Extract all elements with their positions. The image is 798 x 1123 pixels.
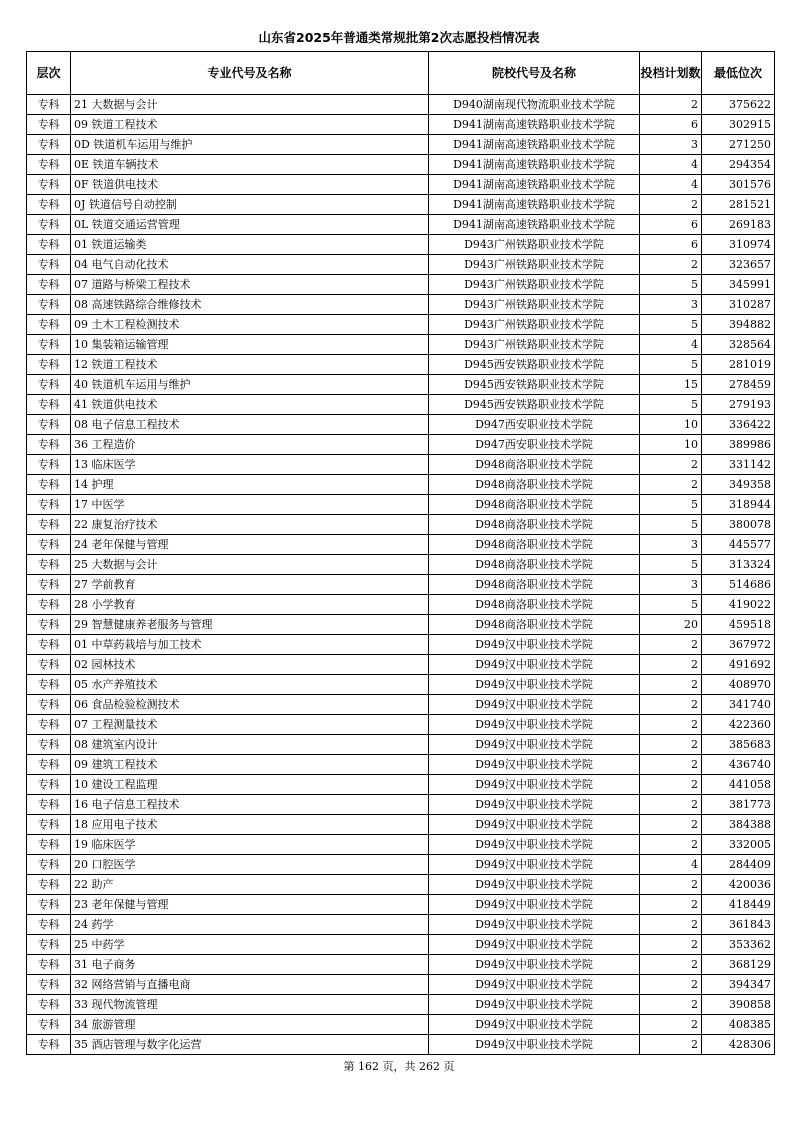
cell-rank: 353362 — [702, 935, 775, 955]
cell-school: D949汉中职业技术学院 — [429, 875, 640, 895]
cell-plan: 10 — [640, 415, 702, 435]
cell-level: 专科 — [27, 295, 71, 315]
table-row — [27, 795, 775, 815]
table-row — [27, 135, 775, 155]
cell-school: D940湖南现代物流职业技术学院 — [429, 95, 640, 115]
cell-rank: 279193 — [702, 395, 775, 415]
cell-rank: 514686 — [702, 575, 775, 595]
cell-plan: 2 — [640, 635, 702, 655]
cell-level: 专科 — [27, 495, 71, 515]
cell-level: 专科 — [27, 895, 71, 915]
cell-rank: 408970 — [702, 675, 775, 695]
cell-rank: 284409 — [702, 855, 775, 875]
cell-level: 专科 — [27, 555, 71, 575]
cell-plan: 2 — [640, 95, 702, 115]
table-row — [27, 875, 775, 895]
cell-school: D943广州铁路职业技术学院 — [429, 255, 640, 275]
table-row — [27, 375, 775, 395]
cell-major: 33 现代物流管理 — [71, 995, 429, 1015]
table-row — [27, 955, 775, 975]
table-row — [27, 655, 775, 675]
cell-plan: 2 — [640, 935, 702, 955]
cell-plan: 2 — [640, 915, 702, 935]
cell-level: 专科 — [27, 715, 71, 735]
cell-major: 0F 铁道供电技术 — [71, 175, 429, 195]
table-row — [27, 595, 775, 615]
table-row — [27, 935, 775, 955]
table-row — [27, 175, 775, 195]
cell-school: D948商洛职业技术学院 — [429, 535, 640, 555]
cell-major: 07 道路与桥梁工程技术 — [71, 275, 429, 295]
cell-school: D943广州铁路职业技术学院 — [429, 335, 640, 355]
table-body — [27, 95, 775, 1055]
cell-level: 专科 — [27, 95, 71, 115]
cell-major: 0E 铁道车辆技术 — [71, 155, 429, 175]
cell-plan: 5 — [640, 555, 702, 575]
table-row — [27, 835, 775, 855]
cell-school: D949汉中职业技术学院 — [429, 855, 640, 875]
cell-school: D948商洛职业技术学院 — [429, 595, 640, 615]
cell-plan: 2 — [640, 995, 702, 1015]
cell-level: 专科 — [27, 1015, 71, 1035]
cell-level: 专科 — [27, 755, 71, 775]
cell-level: 专科 — [27, 455, 71, 475]
cell-level: 专科 — [27, 195, 71, 215]
cell-school: D949汉中职业技术学院 — [429, 775, 640, 795]
cell-major: 14 护理 — [71, 475, 429, 495]
cell-school: D949汉中职业技术学院 — [429, 735, 640, 755]
cell-major: 36 工程造价 — [71, 435, 429, 455]
cell-major: 01 铁道运输类 — [71, 235, 429, 255]
table-row — [27, 255, 775, 275]
cell-major: 18 应用电子技术 — [71, 815, 429, 835]
cell-school: D949汉中职业技术学院 — [429, 935, 640, 955]
cell-level: 专科 — [27, 155, 71, 175]
cell-major: 24 老年保健与管理 — [71, 535, 429, 555]
table-row — [27, 995, 775, 1015]
table-row — [27, 1015, 775, 1035]
cell-plan: 3 — [640, 295, 702, 315]
cell-plan: 4 — [640, 175, 702, 195]
cell-rank: 381773 — [702, 795, 775, 815]
cell-plan: 2 — [640, 835, 702, 855]
cell-level: 专科 — [27, 1035, 71, 1055]
cell-plan: 5 — [640, 315, 702, 335]
cell-school: D949汉中职业技术学院 — [429, 675, 640, 695]
cell-level: 专科 — [27, 355, 71, 375]
cell-major: 0D 铁道机车运用与维护 — [71, 135, 429, 155]
cell-school: D947西安职业技术学院 — [429, 415, 640, 435]
cell-school: D948商洛职业技术学院 — [429, 495, 640, 515]
cell-rank: 384388 — [702, 815, 775, 835]
cell-school: D949汉中职业技术学院 — [429, 1035, 640, 1055]
cell-school: D941湖南高速铁路职业技术学院 — [429, 175, 640, 195]
table-row — [27, 1035, 775, 1055]
cell-level: 专科 — [27, 995, 71, 1015]
cell-level: 专科 — [27, 135, 71, 155]
cell-school: D943广州铁路职业技术学院 — [429, 275, 640, 295]
cell-major: 08 建筑室内设计 — [71, 735, 429, 755]
cell-school: D947西安职业技术学院 — [429, 435, 640, 455]
page-title: 山东省2025年普通类常规批第2次志愿投档情况表 — [258, 30, 540, 45]
cell-major: 29 智慧健康养老服务与管理 — [71, 615, 429, 635]
table-row — [27, 815, 775, 835]
table-header-row — [27, 52, 775, 95]
table-row — [27, 715, 775, 735]
cell-major: 20 口腔医学 — [71, 855, 429, 875]
cell-major: 10 建设工程监理 — [71, 775, 429, 795]
cell-level: 专科 — [27, 215, 71, 235]
cell-major: 28 小学教育 — [71, 595, 429, 615]
cell-level: 专科 — [27, 695, 71, 715]
cell-major: 12 铁道工程技术 — [71, 355, 429, 375]
cell-school: D948商洛职业技术学院 — [429, 475, 640, 495]
cell-rank: 271250 — [702, 135, 775, 155]
cell-rank: 310974 — [702, 235, 775, 255]
cell-school: D941湖南高速铁路职业技术学院 — [429, 115, 640, 135]
cell-rank: 332005 — [702, 835, 775, 855]
table-row — [27, 575, 775, 595]
cell-plan: 5 — [640, 495, 702, 515]
cell-school: D949汉中职业技术学院 — [429, 635, 640, 655]
cell-level: 专科 — [27, 835, 71, 855]
cell-major: 31 电子商务 — [71, 955, 429, 975]
cell-plan: 2 — [640, 195, 702, 215]
cell-major: 08 高速铁路综合维修技术 — [71, 295, 429, 315]
header-level: 层次 — [27, 52, 71, 95]
cell-school: D945西安铁路职业技术学院 — [429, 355, 640, 375]
cell-major: 35 酒店管理与数字化运营 — [71, 1035, 429, 1055]
cell-plan: 2 — [640, 955, 702, 975]
table-row — [27, 855, 775, 875]
header-rank: 最低位次 — [702, 52, 775, 95]
cell-level: 专科 — [27, 395, 71, 415]
cell-rank: 428306 — [702, 1035, 775, 1055]
header-major: 专业代号及名称 — [71, 52, 429, 95]
cell-major: 09 建筑工程技术 — [71, 755, 429, 775]
cell-rank: 294354 — [702, 155, 775, 175]
cell-level: 专科 — [27, 475, 71, 495]
cell-school: D948商洛职业技术学院 — [429, 615, 640, 635]
cell-plan: 20 — [640, 615, 702, 635]
table-row — [27, 675, 775, 695]
header-plan: 投档计划数 — [640, 52, 702, 95]
cell-plan: 2 — [640, 695, 702, 715]
cell-level: 专科 — [27, 275, 71, 295]
cell-plan: 2 — [640, 975, 702, 995]
cell-plan: 2 — [640, 1015, 702, 1035]
cell-rank: 318944 — [702, 495, 775, 515]
cell-major: 25 中药学 — [71, 935, 429, 955]
cell-school: D941湖南高速铁路职业技术学院 — [429, 135, 640, 155]
cell-school: D943广州铁路职业技术学院 — [429, 235, 640, 255]
cell-school: D941湖南高速铁路职业技术学院 — [429, 215, 640, 235]
cell-major: 05 水产养殖技术 — [71, 675, 429, 695]
cell-school: D941湖南高速铁路职业技术学院 — [429, 155, 640, 175]
cell-plan: 3 — [640, 535, 702, 555]
cell-plan: 2 — [640, 755, 702, 775]
cell-level: 专科 — [27, 515, 71, 535]
table-row — [27, 215, 775, 235]
table-row — [27, 895, 775, 915]
cell-level: 专科 — [27, 375, 71, 395]
cell-rank: 491692 — [702, 655, 775, 675]
table-row — [27, 335, 775, 355]
cell-rank: 394347 — [702, 975, 775, 995]
cell-rank: 313324 — [702, 555, 775, 575]
table-row — [27, 415, 775, 435]
cell-school: D945西安铁路职业技术学院 — [429, 375, 640, 395]
table-row — [27, 155, 775, 175]
cell-plan: 4 — [640, 855, 702, 875]
table-row — [27, 915, 775, 935]
cell-school: D949汉中职业技术学院 — [429, 755, 640, 775]
cell-major: 09 铁道工程技术 — [71, 115, 429, 135]
cell-level: 专科 — [27, 415, 71, 435]
cell-rank: 389986 — [702, 435, 775, 455]
cell-plan: 2 — [640, 455, 702, 475]
cell-plan: 2 — [640, 655, 702, 675]
cell-rank: 336422 — [702, 415, 775, 435]
cell-major: 25 大数据与会计 — [71, 555, 429, 575]
cell-rank: 368129 — [702, 955, 775, 975]
cell-plan: 3 — [640, 575, 702, 595]
cell-plan: 2 — [640, 715, 702, 735]
cell-major: 22 康复治疗技术 — [71, 515, 429, 535]
cell-level: 专科 — [27, 175, 71, 195]
cell-major: 10 集装箱运输管理 — [71, 335, 429, 355]
cell-plan: 2 — [640, 1035, 702, 1055]
table-row — [27, 195, 775, 215]
cell-rank: 380078 — [702, 515, 775, 535]
cell-school: D949汉中职业技术学院 — [429, 695, 640, 715]
cell-plan: 5 — [640, 355, 702, 375]
cell-school: D949汉中职业技术学院 — [429, 995, 640, 1015]
cell-level: 专科 — [27, 855, 71, 875]
table-row — [27, 775, 775, 795]
cell-plan: 5 — [640, 395, 702, 415]
cell-plan: 5 — [640, 275, 702, 295]
cell-school: D949汉中职业技术学院 — [429, 835, 640, 855]
cell-school: D949汉中职业技术学院 — [429, 975, 640, 995]
cell-major: 02 园林技术 — [71, 655, 429, 675]
cell-rank: 436740 — [702, 755, 775, 775]
cell-major: 34 旅游管理 — [71, 1015, 429, 1035]
cell-rank: 349358 — [702, 475, 775, 495]
cell-level: 专科 — [27, 955, 71, 975]
table-row — [27, 475, 775, 495]
cell-plan: 6 — [640, 115, 702, 135]
table-row — [27, 295, 775, 315]
cell-major: 13 临床医学 — [71, 455, 429, 475]
cell-plan: 4 — [640, 335, 702, 355]
cell-level: 专科 — [27, 435, 71, 455]
cell-plan: 2 — [640, 775, 702, 795]
cell-rank: 281019 — [702, 355, 775, 375]
cell-level: 专科 — [27, 815, 71, 835]
cell-plan: 2 — [640, 895, 702, 915]
cell-rank: 441058 — [702, 775, 775, 795]
cell-major: 0L 铁道交通运营管理 — [71, 215, 429, 235]
cell-plan: 6 — [640, 235, 702, 255]
cell-school: D941湖南高速铁路职业技术学院 — [429, 195, 640, 215]
cell-level: 专科 — [27, 315, 71, 335]
cell-level: 专科 — [27, 735, 71, 755]
cell-school: D948商洛职业技术学院 — [429, 455, 640, 475]
cell-school: D949汉中职业技术学院 — [429, 895, 640, 915]
cell-rank: 301576 — [702, 175, 775, 195]
cell-major: 23 老年保健与管理 — [71, 895, 429, 915]
cell-plan: 2 — [640, 815, 702, 835]
cell-major: 40 铁道机车运用与维护 — [71, 375, 429, 395]
cell-major: 19 临床医学 — [71, 835, 429, 855]
cell-major: 09 土木工程检测技术 — [71, 315, 429, 335]
cell-level: 专科 — [27, 235, 71, 255]
table-row — [27, 515, 775, 535]
cell-plan: 6 — [640, 215, 702, 235]
header-school: 院校代号及名称 — [429, 52, 640, 95]
cell-level: 专科 — [27, 915, 71, 935]
cell-rank: 345991 — [702, 275, 775, 295]
cell-school: D945西安铁路职业技术学院 — [429, 395, 640, 415]
cell-school: D949汉中职业技术学院 — [429, 915, 640, 935]
cell-major: 04 电气自动化技术 — [71, 255, 429, 275]
cell-school: D948商洛职业技术学院 — [429, 575, 640, 595]
cell-major: 06 食品检验检测技术 — [71, 695, 429, 715]
cell-plan: 10 — [640, 435, 702, 455]
cell-rank: 281521 — [702, 195, 775, 215]
cell-school: D943广州铁路职业技术学院 — [429, 315, 640, 335]
cell-plan: 2 — [640, 875, 702, 895]
cell-level: 专科 — [27, 335, 71, 355]
cell-level: 专科 — [27, 935, 71, 955]
cell-rank: 367972 — [702, 635, 775, 655]
cell-level: 专科 — [27, 115, 71, 135]
cell-school: D949汉中职业技术学院 — [429, 955, 640, 975]
cell-plan: 4 — [640, 155, 702, 175]
cell-major: 0J 铁道信号自动控制 — [71, 195, 429, 215]
cell-plan: 2 — [640, 735, 702, 755]
table-row — [27, 695, 775, 715]
cell-rank: 278459 — [702, 375, 775, 395]
cell-level: 专科 — [27, 655, 71, 675]
table-row — [27, 555, 775, 575]
cell-rank: 459518 — [702, 615, 775, 635]
cell-plan: 5 — [640, 515, 702, 535]
cell-rank: 420036 — [702, 875, 775, 895]
cell-level: 专科 — [27, 255, 71, 275]
table-row — [27, 235, 775, 255]
cell-level: 专科 — [27, 875, 71, 895]
cell-level: 专科 — [27, 575, 71, 595]
cell-major: 27 学前教育 — [71, 575, 429, 595]
table-row — [27, 615, 775, 635]
table-row — [27, 435, 775, 455]
cell-major: 07 工程测量技术 — [71, 715, 429, 735]
cell-major: 41 铁道供电技术 — [71, 395, 429, 415]
cell-rank: 331142 — [702, 455, 775, 475]
table-row — [27, 395, 775, 415]
cell-rank: 361843 — [702, 915, 775, 935]
table-row — [27, 635, 775, 655]
cell-rank: 418449 — [702, 895, 775, 915]
cell-major: 17 中医学 — [71, 495, 429, 515]
cell-school: D949汉中职业技术学院 — [429, 815, 640, 835]
table-row — [27, 275, 775, 295]
cell-rank: 419022 — [702, 595, 775, 615]
cell-plan: 2 — [640, 675, 702, 695]
cell-major: 21 大数据与会计 — [71, 95, 429, 115]
table-row — [27, 315, 775, 335]
cell-school: D949汉中职业技术学院 — [429, 795, 640, 815]
cell-major: 16 电子信息工程技术 — [71, 795, 429, 815]
cell-plan: 2 — [640, 795, 702, 815]
table-row — [27, 975, 775, 995]
cell-rank: 323657 — [702, 255, 775, 275]
cell-plan: 2 — [640, 475, 702, 495]
page-footer: 第 162 页，共 262 页 — [343, 1060, 455, 1073]
cell-school: D943广州铁路职业技术学院 — [429, 295, 640, 315]
cell-rank: 328564 — [702, 335, 775, 355]
cell-plan: 15 — [640, 375, 702, 395]
cell-rank: 269183 — [702, 215, 775, 235]
cell-major: 01 中草药栽培与加工技术 — [71, 635, 429, 655]
cell-school: D948商洛职业技术学院 — [429, 555, 640, 575]
table-row — [27, 95, 775, 115]
cell-level: 专科 — [27, 975, 71, 995]
cell-level: 专科 — [27, 635, 71, 655]
cell-school: D949汉中职业技术学院 — [429, 715, 640, 735]
cell-rank: 310287 — [702, 295, 775, 315]
cell-major: 32 网络营销与直播电商 — [71, 975, 429, 995]
cell-plan: 3 — [640, 135, 702, 155]
cell-rank: 302915 — [702, 115, 775, 135]
cell-level: 专科 — [27, 535, 71, 555]
cell-school: D949汉中职业技术学院 — [429, 1015, 640, 1035]
cell-school: D948商洛职业技术学院 — [429, 515, 640, 535]
cell-level: 专科 — [27, 615, 71, 635]
table-row — [27, 355, 775, 375]
table-row — [27, 455, 775, 475]
cell-rank: 375622 — [702, 95, 775, 115]
cell-school: D949汉中职业技术学院 — [429, 655, 640, 675]
cell-rank: 390858 — [702, 995, 775, 1015]
cell-plan: 5 — [640, 595, 702, 615]
admission-table — [26, 51, 775, 1055]
cell-rank: 341740 — [702, 695, 775, 715]
table-row — [27, 535, 775, 555]
cell-major: 24 药学 — [71, 915, 429, 935]
table-row — [27, 495, 775, 515]
cell-level: 专科 — [27, 675, 71, 695]
cell-rank: 394882 — [702, 315, 775, 335]
cell-rank: 422360 — [702, 715, 775, 735]
cell-level: 专科 — [27, 595, 71, 615]
cell-level: 专科 — [27, 795, 71, 815]
table-row — [27, 755, 775, 775]
cell-rank: 408385 — [702, 1015, 775, 1035]
table-row — [27, 735, 775, 755]
table-row — [27, 115, 775, 135]
cell-major: 22 助产 — [71, 875, 429, 895]
cell-rank: 385683 — [702, 735, 775, 755]
cell-rank: 445577 — [702, 535, 775, 555]
cell-plan: 2 — [640, 255, 702, 275]
cell-level: 专科 — [27, 775, 71, 795]
cell-major: 08 电子信息工程技术 — [71, 415, 429, 435]
